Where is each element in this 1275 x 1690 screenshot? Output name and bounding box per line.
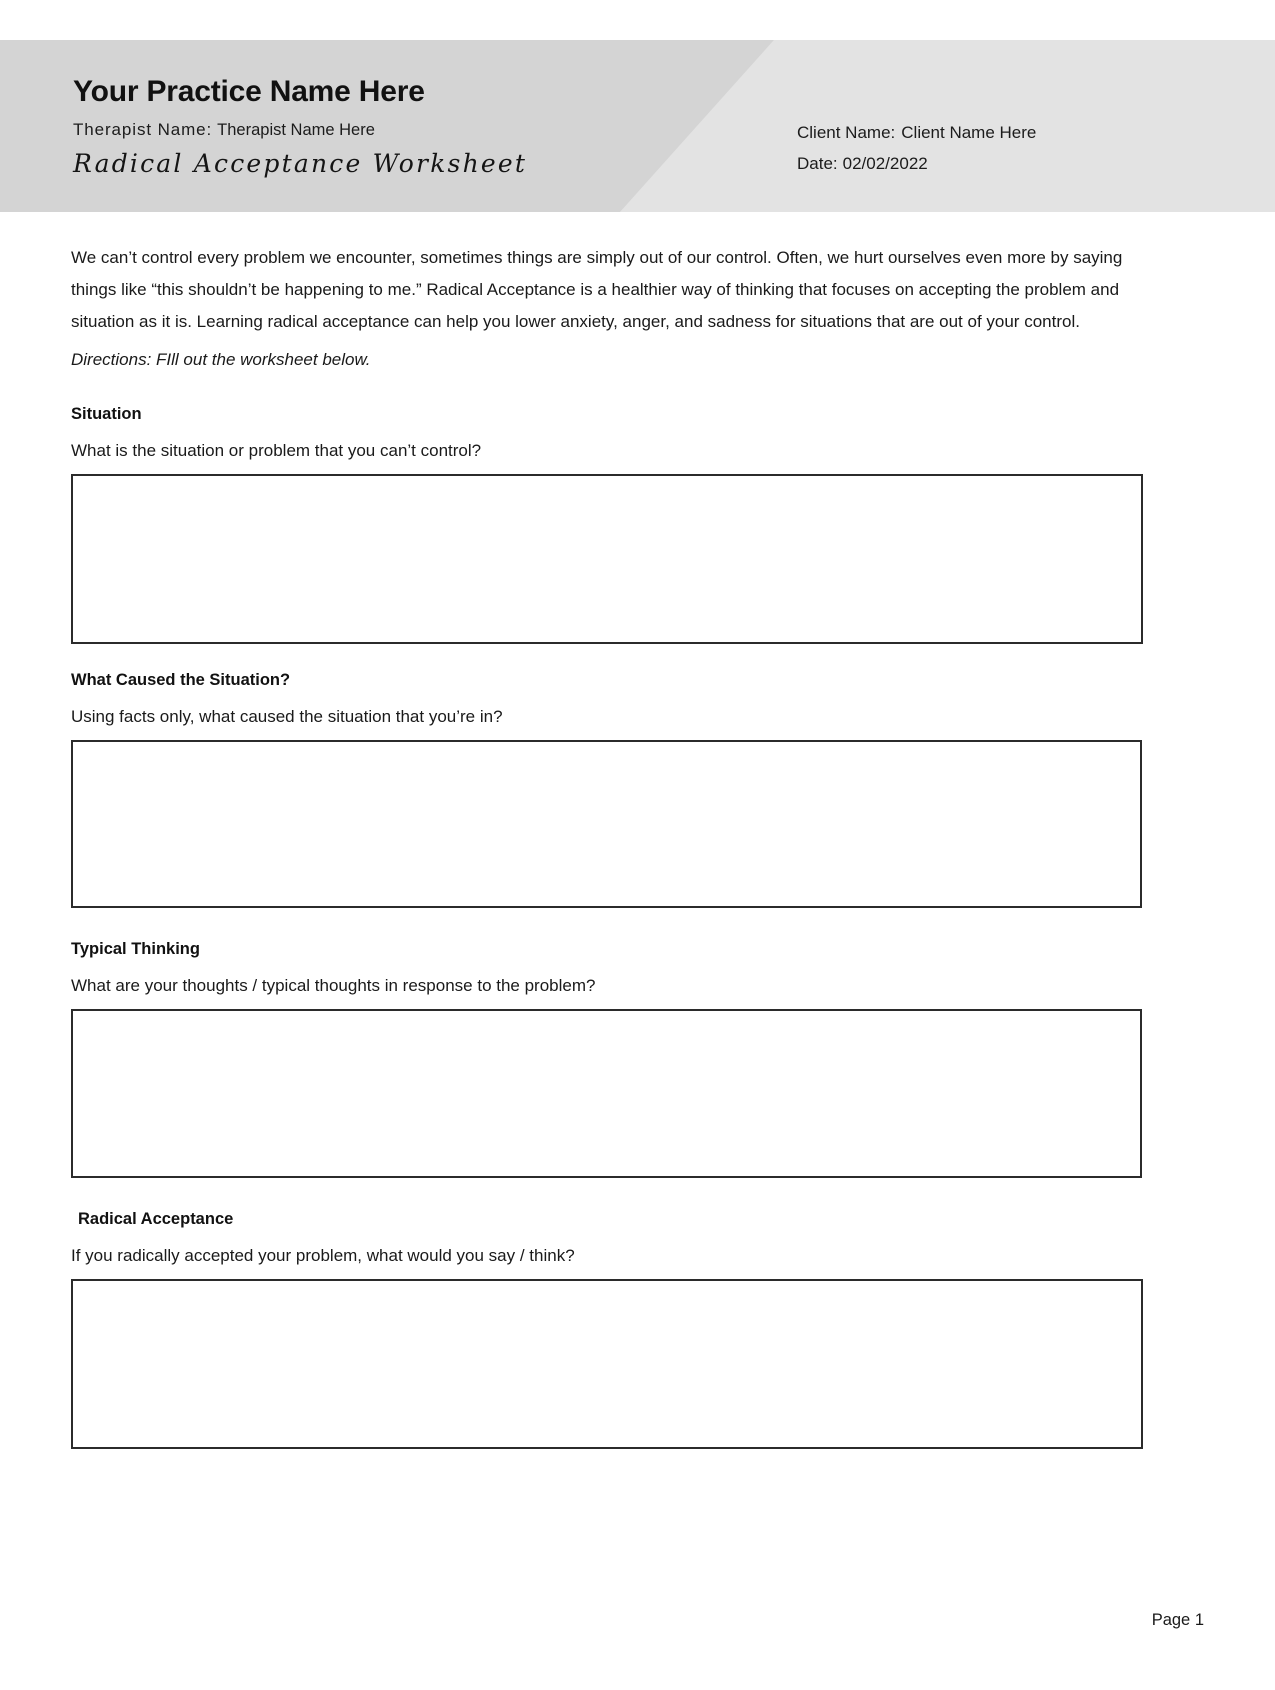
worksheet-title: Radical Acceptance Worksheet [73, 148, 528, 178]
section-heading-radical-acceptance: Radical Acceptance [78, 1210, 234, 1228]
client-name-label: Client Name: [797, 123, 896, 142]
section-heading-what-caused-the-situation: What Caused the Situation? [71, 671, 291, 689]
section-question-radical-acceptance: If you radically accepted your problem, what would you say / think? [71, 1246, 575, 1265]
header-right-block [797, 123, 1036, 174]
section-heading-situation: Situation [71, 405, 142, 423]
date-row [797, 154, 1036, 174]
worksheet-content [0, 242, 1275, 1449]
header-left-block [73, 76, 527, 178]
answer-box-radical-acceptance[interactable] [71, 1279, 1143, 1449]
page-number: Page 1 [1151, 1611, 1204, 1629]
section-question-typical-thinking: What are your thoughts / typical thoughts in response to the problem? [71, 976, 596, 995]
directions-line: Directions: FIll out the worksheet below. [71, 350, 371, 369]
section-situation [71, 405, 1204, 644]
section-typical-thinking [71, 940, 1204, 1178]
intro-paragraph: We can’t control every problem we encounter, sometimes things are simply out of our control. Often, we hurt ourselves even more by saying things like “this shouldn’t be happening to me.” Radical Acceptance is a healthier way of thinking that focuses on accepting the problem and situation as it is. Learning radical acceptance can help you lower anxiety, anger, and sadness for situations that are out of your control. [71, 248, 1123, 331]
practice-name: Your Practice Name Here [73, 75, 425, 108]
answer-box-typical-thinking[interactable] [71, 1009, 1142, 1178]
therapist-name-row [73, 120, 527, 140]
answer-box-what-caused-the-situation[interactable] [71, 740, 1142, 908]
section-heading-typical-thinking: Typical Thinking [71, 940, 200, 958]
date-value[interactable]: 02/02/2022 [842, 154, 928, 173]
therapist-name-label: Therapist Name: [73, 119, 213, 139]
section-what-caused-the-situation [71, 671, 1204, 908]
section-radical-acceptance [71, 1210, 1204, 1449]
client-name-value[interactable]: Client Name Here [901, 123, 1037, 142]
section-question-situation: What is the situation or problem that you can’t control? [71, 441, 482, 460]
client-name-row [797, 123, 1036, 143]
section-question-what-caused-the-situation: Using facts only, what caused the situation that you’re in? [71, 707, 503, 726]
date-label: Date: [797, 154, 838, 173]
therapist-name-value[interactable]: Therapist Name Here [217, 120, 375, 139]
document-header [0, 40, 1275, 212]
answer-box-situation[interactable] [71, 474, 1143, 644]
